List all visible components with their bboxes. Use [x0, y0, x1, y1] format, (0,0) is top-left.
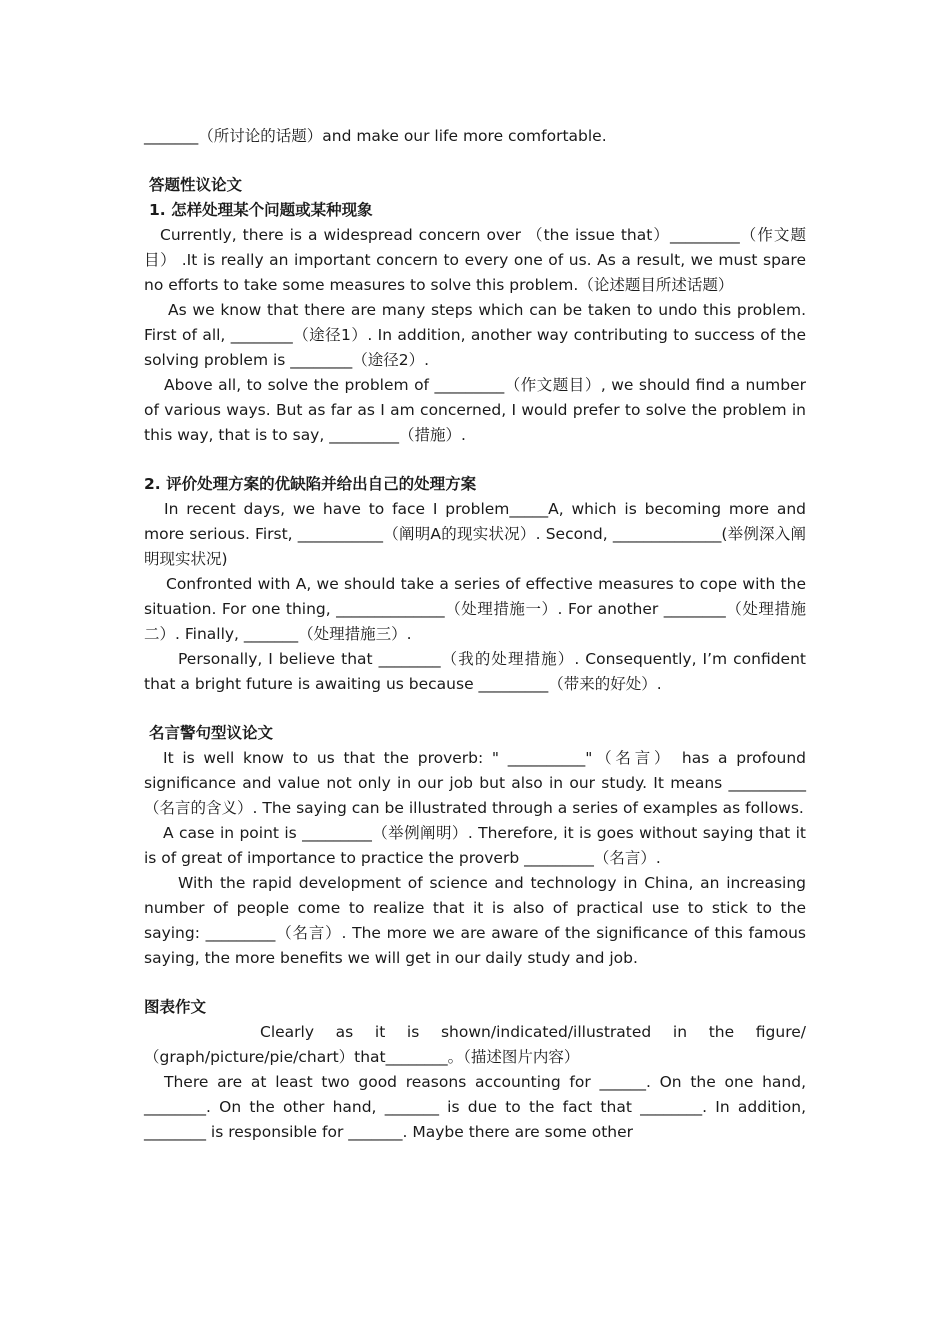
subsection-title-1: 1. 怎样处理某个问题或某种现象: [149, 201, 373, 219]
spacer: [144, 697, 806, 721]
paragraph: Confronted with A, we should take a series of effective measures to cope with the situation. For one thing, ______________（处理措施一）. For another ________（处理措施二）. Finally, _______（处理措施三）.: [144, 575, 806, 643]
paragraph: A case in point is _________（举例阐明）. Therefore, it is goes without saying that it is of great of importance to practice the proverb _________（名言）.: [144, 824, 806, 867]
section-title-quote: 名言警句型议论文: [149, 724, 274, 742]
spacer: [144, 971, 806, 995]
spacer: [144, 448, 806, 472]
spacer: [144, 149, 806, 173]
paragraph: As we know that there are many steps which can be taken to undo this problem. First of all, ________（途径1）. In addition, another way contributing to success of the solving problem is ________（途径2）.: [144, 301, 806, 369]
paragraph: It is well know to us that the proverb: " __________"（名言） has a profound significance and value not only in our job but also in our study. It means __________（名言的含义）. The saying can be illustrated through a series of examples as follows.: [144, 749, 806, 817]
section-title-answer: 答题性议论文: [149, 176, 243, 194]
paragraph: There are at least two good reasons accounting for ______. On the one hand, ________. On the other hand, _______ is due to the fact that ________. In addition, ________ is responsible for _______. Maybe there are some other: [144, 1073, 806, 1141]
section-title-chart: 图表作文: [144, 998, 207, 1016]
paragraph: Above all, to solve the problem of _________（作文题目）, we should find a number of various ways. But as far as I am concerned, I would prefer to solve the problem in this way, that is to say, _________（措施）.: [144, 376, 806, 444]
paragraph: Currently, there is a widespread concern over （the issue that）_________（作文题目） .It is really an important concern to every one of us. As a result, we must spare no efforts to take some measures to solve this problem.（论述题目所述话题）: [144, 226, 806, 294]
paragraph: Personally, I believe that ________（我的处理措施）. Consequently, I’m confident that a bright future is awaiting us because _________（带来的好处）.: [144, 650, 806, 693]
intro-line: _______（所讨论的话题）and make our life more comfortable.: [144, 127, 607, 145]
document-page: [144, 124, 806, 1145]
paragraph: Clearly as it is shown/indicated/illustrated in the figure/（graph/picture/pie/chart）that________。（描述图片内容）: [144, 1023, 806, 1066]
paragraph: In recent days, we have to face I problem_____A, which is becoming more and more serious. First, ___________（阐明A的现实状况）. Second, ______________(举例深入阐明现实状况): [144, 500, 806, 568]
subsection-title-2: 2. 评价处理方案的优缺陷并给出自己的处理方案: [144, 475, 477, 493]
paragraph: With the rapid development of science and technology in China, an increasing number of people come to realize that it is also of practical use to stick to the saying: _________（名言）. The more we are aware of the significance of this famous saying, the more benefits we will get in our daily study and job.: [144, 874, 806, 967]
